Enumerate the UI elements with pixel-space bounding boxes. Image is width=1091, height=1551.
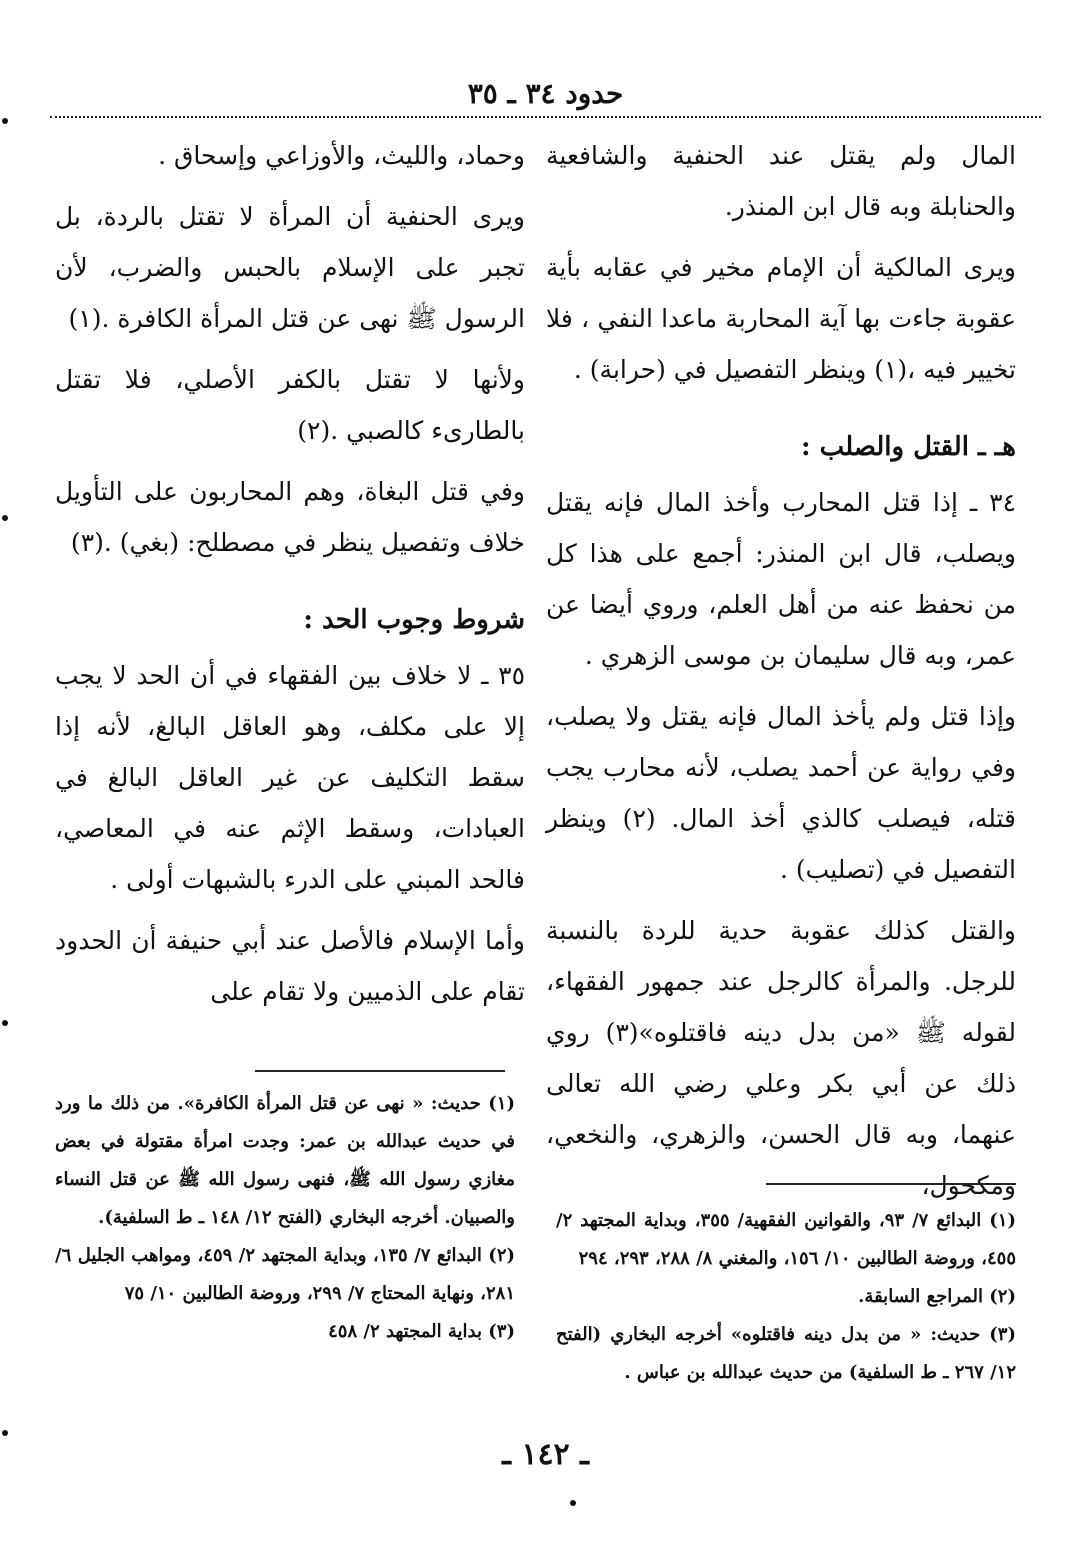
footnote-separator xyxy=(255,1070,505,1072)
left-column xyxy=(55,130,525,1027)
paragraph: وفي قتل البغاة، وهم المحاربون على التأويل خلاف وتفصيل ينظر في مصطلح: (بغي) .(٣) xyxy=(55,477,525,557)
paragraph: وإذا قتل ولم يأخذ المال فإنه يقتل ولا يصلب، وفي رواية عن أحمد يصلب، لأنه محارب يجب قتله، فيصلب كالذي أخذ المال. (٢) وينظر التفصيل في (تصليب) . xyxy=(546,702,1016,884)
footnote-separator xyxy=(766,1183,1016,1185)
page-number: ـ ١٤٢ ـ xyxy=(502,1437,589,1472)
paragraph: المال ولم يقتل عند الحنفية والشافعية والحنابلة وبه قال ابن المنذر. xyxy=(546,141,1016,221)
footnote: (٢) البدائع ٧/ ١٣٥، وبداية المجتهد ٢/ ٤٥٩، ومواهب الجليل ٦/ ٢٨١، ونهاية المحتاج ٧/ ٢٩٩، وروضة الطالبين ١٠/ ٧٥ xyxy=(55,1245,516,1304)
paragraph: والقتل كذلك عقوبة حدية للردة بالنسبة للرجل. والمرأة كالرجل عند جمهور الفقهاء، لقوله ﷺ «من بدل دينه فاقتلوه»(٣) روي ذلك عن أبي بكر وعلي رضي الله تعالى عنهما، وبه قال الحسن، والزهري، والنخعي، ومكحول، xyxy=(546,916,1016,1200)
scan-mark xyxy=(570,1500,576,1506)
section-heading: هـ ـ القتل والصلب : xyxy=(801,432,1016,462)
scan-mark xyxy=(2,1430,8,1436)
paragraph: وحماد، والليث، والأوزاعي وإسحاق . xyxy=(158,141,525,170)
scan-mark xyxy=(2,118,8,124)
page-header: حدود ٣٤ ـ ٣٥ xyxy=(50,72,1041,118)
section-heading: شروط وجوب الحد : xyxy=(303,605,525,635)
footnotes-left xyxy=(55,1085,515,1351)
footnotes-right xyxy=(556,1202,1016,1392)
scan-mark xyxy=(2,1020,8,1026)
paragraph: ٣٤ ـ إذا قتل المحارب وأخذ المال فإنه يقتل ويصلب، قال ابن المنذر: أجمع على هذا كل من نحفظ عنه من أهل العلم، وروي أيضا عن عمر، وبه قال سليمان بن موسى الزهري . xyxy=(546,488,1016,670)
footnote: (٢) المراجع السابقة. xyxy=(858,1286,1016,1307)
footnote: (١) حديث: « نهى عن قتل المرأة الكافرة». من ذلك ما ورد في حديث عبدالله بن عمر: وجدت امرأة مقتولة في بعض مغازي رسول الله ﷺ، فنهى رسول الله ﷺ عن قتل النساء والصبيان. أخرجه البخاري (الفتح ١٢/ ١٤٨ ـ ط السلفية). xyxy=(55,1093,515,1228)
paragraph: ويرى المالكية أن الإمام مخير في عقابه بأية عقوبة جاءت بها آية المحاربة ماعدا النفي ، فلا تخيير فيه ،(١) وينظر التفصيل في (حرابة) . xyxy=(546,253,1016,384)
footnote: (٣) حديث: « من بدل دينه فاقتلوه» أخرجه البخاري (الفتح ١٢/ ٢٦٧ ـ ط السلفية) من حديث عبدالله بن عباس . xyxy=(556,1324,1016,1383)
right-column xyxy=(546,130,1016,1221)
paragraph: وأما الإسلام فالأصل عند أبي حنيفة أن الحدود تقام على الذميين ولا تقام على xyxy=(55,926,525,1006)
scan-mark xyxy=(2,515,8,521)
footnote: (٣) بداية المجتهد ٢/ ٤٥٨ xyxy=(328,1321,515,1342)
footnote: (١) البدائع ٧/ ٩٣، والقوانين الفقهية/ ٣٥٥، وبداية المجتهد ٢/ ٤٥٥، وروضة الطالبين ١٠/ ١٥٦، والمغني ٨/ ٢٨٨، ٢٩٣، ٢٩٤ xyxy=(556,1210,1016,1269)
paragraph: ويرى الحنفية أن المرأة لا تقتل بالردة، بل تجبر على الإسلام بالحبس والضرب، لأن الرسول ﷺ نهى عن قتل المرأة الكافرة .(١) xyxy=(55,202,525,333)
paragraph: ٣٥ ـ لا خلاف بين الفقهاء في أن الحد لا يجب إلا على مكلف، وهو العاقل البالغ، لأنه إذا سقط التكليف عن غير العاقل البالغ في العبادات، وسقط الإثم عنه في المعاصي، فالحد المبني على الدرء بالشبهات أولى . xyxy=(55,661,525,894)
paragraph: ولأنها لا تقتل بالكفر الأصلي، فلا تقتل بالطارىء كالصبي .(٢) xyxy=(55,365,525,445)
